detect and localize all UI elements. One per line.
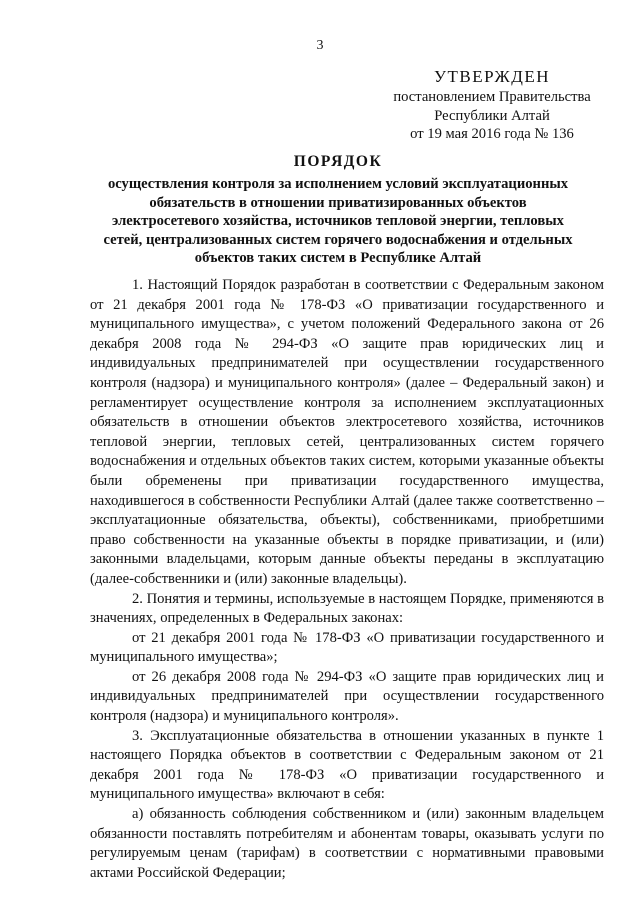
approval-title: УТВЕРЖДЕН	[434, 67, 550, 86]
document-title	[96, 151, 580, 268]
paragraph-2: 2. Понятия и термины, используемые в настоящем Порядке, применяются в значениях, определенных в Федеральных законах:	[90, 590, 604, 627]
approval-line-3: от 19 мая 2016 года № 136	[410, 126, 574, 142]
approval-stamp	[382, 66, 602, 144]
paragraph-3: от 21 декабря 2001 года № 178-ФЗ «О приватизации государственного и муниципального имущества»;	[90, 629, 604, 666]
document-body	[90, 276, 604, 883]
document-heading: ПОРЯДОК	[293, 153, 383, 170]
paragraph-4: от 26 декабря 2008 года № 294-ФЗ «О защите прав юридических лиц и индивидуальных предпринимателей при осуществлении государственного контроля (надзора) и муниципального контроля».	[90, 668, 604, 725]
approval-line-1: постановлением Правительства	[393, 89, 591, 105]
page-number: 3	[316, 38, 324, 53]
document-subtitle: осуществления контроля за исполнением условий эксплуатационных обязательств в отношении приватизированных объектов электросетевого хозяйства, источников тепловой энергии, тепловых сетей, централизованных систем горячего водоснабжения и отдельных объектов таких систем в Республике Алтай	[103, 176, 573, 267]
approval-line-2: Республики Алтай	[434, 107, 550, 124]
paragraph-5: 3. Эксплуатационные обязательства в отношении указанных в пункте 1 настоящего Порядка объектов в соответствии с Федеральным законом от 21 декабря 2001 года № 178-ФЗ «О приватизации государственного и муниципального имущества» включают в себя:	[90, 727, 604, 803]
paragraph-1: 1. Настоящий Порядок разработан в соответствии с Федеральным законом от 21 декабря 2001 года № 178-ФЗ «О приватизации государственного и муниципального имущества», с учетом положений Федерального закона от 26 декабря 2008 года № 294-ФЗ «О защите прав юридических лиц и индивидуальных предпринимателей при осуществлении государственного контроля (надзора) и муниципального контроля» (далее – Федеральный закон) и регламентирует осуществление контроля за исполнением эксплуатационных обязательств в отношении объектов электросетевого хозяйства, источников тепловой энергии, тепловых сетей, централизованных систем горячего водоснабжения и отдельных объектов таких систем, которыми указанные объекты были обременены при приватизации государственного имущества, находившегося в собственности Республики Алтай (далее также соответственно – эксплуатационные обязательства, объекты), собственниками, приобретшими право собственности на указанные объекты в порядке приватизации, и (или) законными владельцами, которым данные объекты переданы в эксплуатацию (далее-собственники и (или) законные владельцы).	[90, 277, 604, 587]
paragraph-6: а) обязанность соблюдения собственником и (или) законным владельцем обязанности поставлять потребителям и абонентам товары, оказывать услуги по регулируемым ценам (тарифам) в соответствии с нормативными правовыми актами Российской Федерации;	[90, 806, 604, 881]
